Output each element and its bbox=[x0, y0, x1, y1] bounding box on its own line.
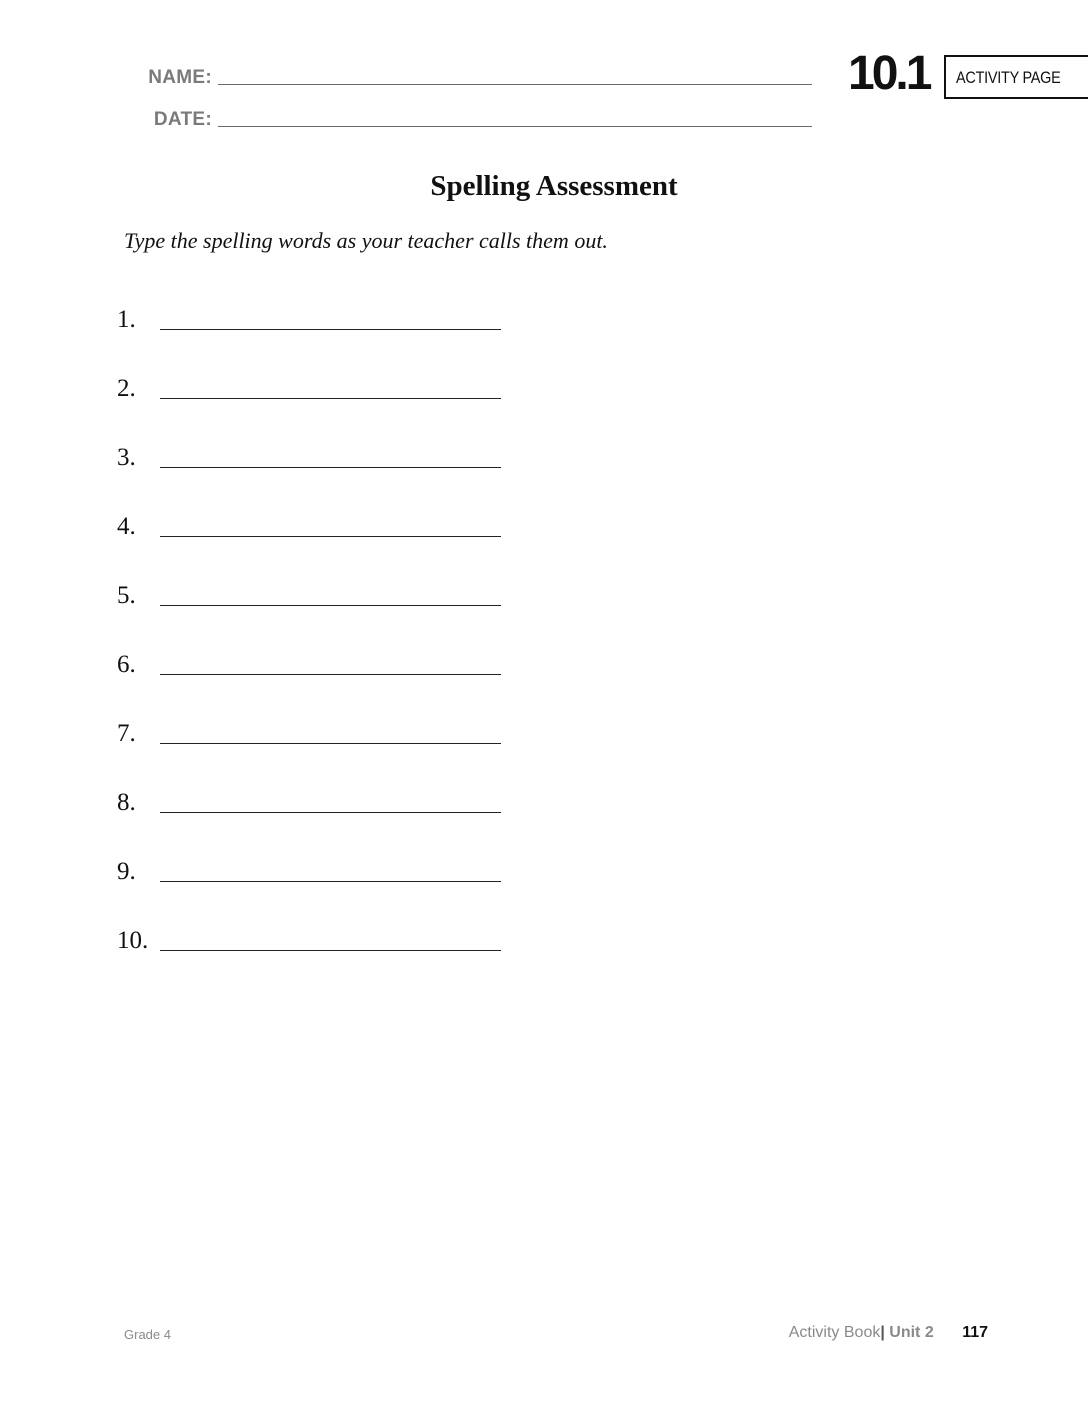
activity-number: 10.1 bbox=[848, 47, 930, 100]
answer-line[interactable] bbox=[160, 881, 501, 882]
answer-number: 5. bbox=[117, 582, 136, 609]
answer-line[interactable] bbox=[160, 398, 501, 399]
answer-number: 7. bbox=[117, 720, 136, 747]
footer-book-title: Activity Book bbox=[788, 1324, 881, 1341]
answer-line[interactable] bbox=[160, 743, 501, 744]
date-label: DATE: bbox=[153, 109, 212, 130]
footer-separator: | bbox=[880, 1324, 885, 1341]
name-label: NAME: bbox=[148, 67, 212, 88]
date-line[interactable] bbox=[218, 126, 812, 127]
date-field[interactable] bbox=[120, 110, 812, 129]
page-title: Spelling Assessment bbox=[430, 170, 678, 202]
answer-number: 10. bbox=[117, 927, 149, 954]
answer-number: 4. bbox=[117, 513, 136, 540]
answer-number: 6. bbox=[117, 651, 136, 678]
answer-line[interactable] bbox=[160, 329, 501, 330]
footer-page-number: 117 bbox=[962, 1324, 988, 1341]
answer-number: 1. bbox=[117, 306, 136, 333]
answer-line[interactable] bbox=[160, 674, 501, 675]
name-line[interactable] bbox=[218, 84, 812, 85]
footer-book-info bbox=[789, 1324, 988, 1342]
answer-number: 9. bbox=[117, 858, 136, 885]
footer-grade: Grade 4 bbox=[124, 1327, 171, 1342]
answer-number: 2. bbox=[117, 375, 136, 402]
answer-line[interactable] bbox=[160, 536, 501, 537]
answer-number: 8. bbox=[117, 789, 136, 816]
name-field[interactable] bbox=[120, 68, 812, 87]
answer-line[interactable] bbox=[160, 467, 501, 468]
footer-unit: Unit 2 bbox=[889, 1324, 934, 1341]
instruction-text: Type the spelling words as your teacher calls them out. bbox=[124, 228, 608, 253]
answer-line[interactable] bbox=[160, 950, 501, 951]
activity-page-label: ACTIVITY PAGE bbox=[956, 68, 1061, 87]
activity-page-box bbox=[944, 55, 1088, 99]
answer-line[interactable] bbox=[160, 812, 501, 813]
answer-number: 3. bbox=[117, 444, 136, 471]
answer-line[interactable] bbox=[160, 605, 501, 606]
